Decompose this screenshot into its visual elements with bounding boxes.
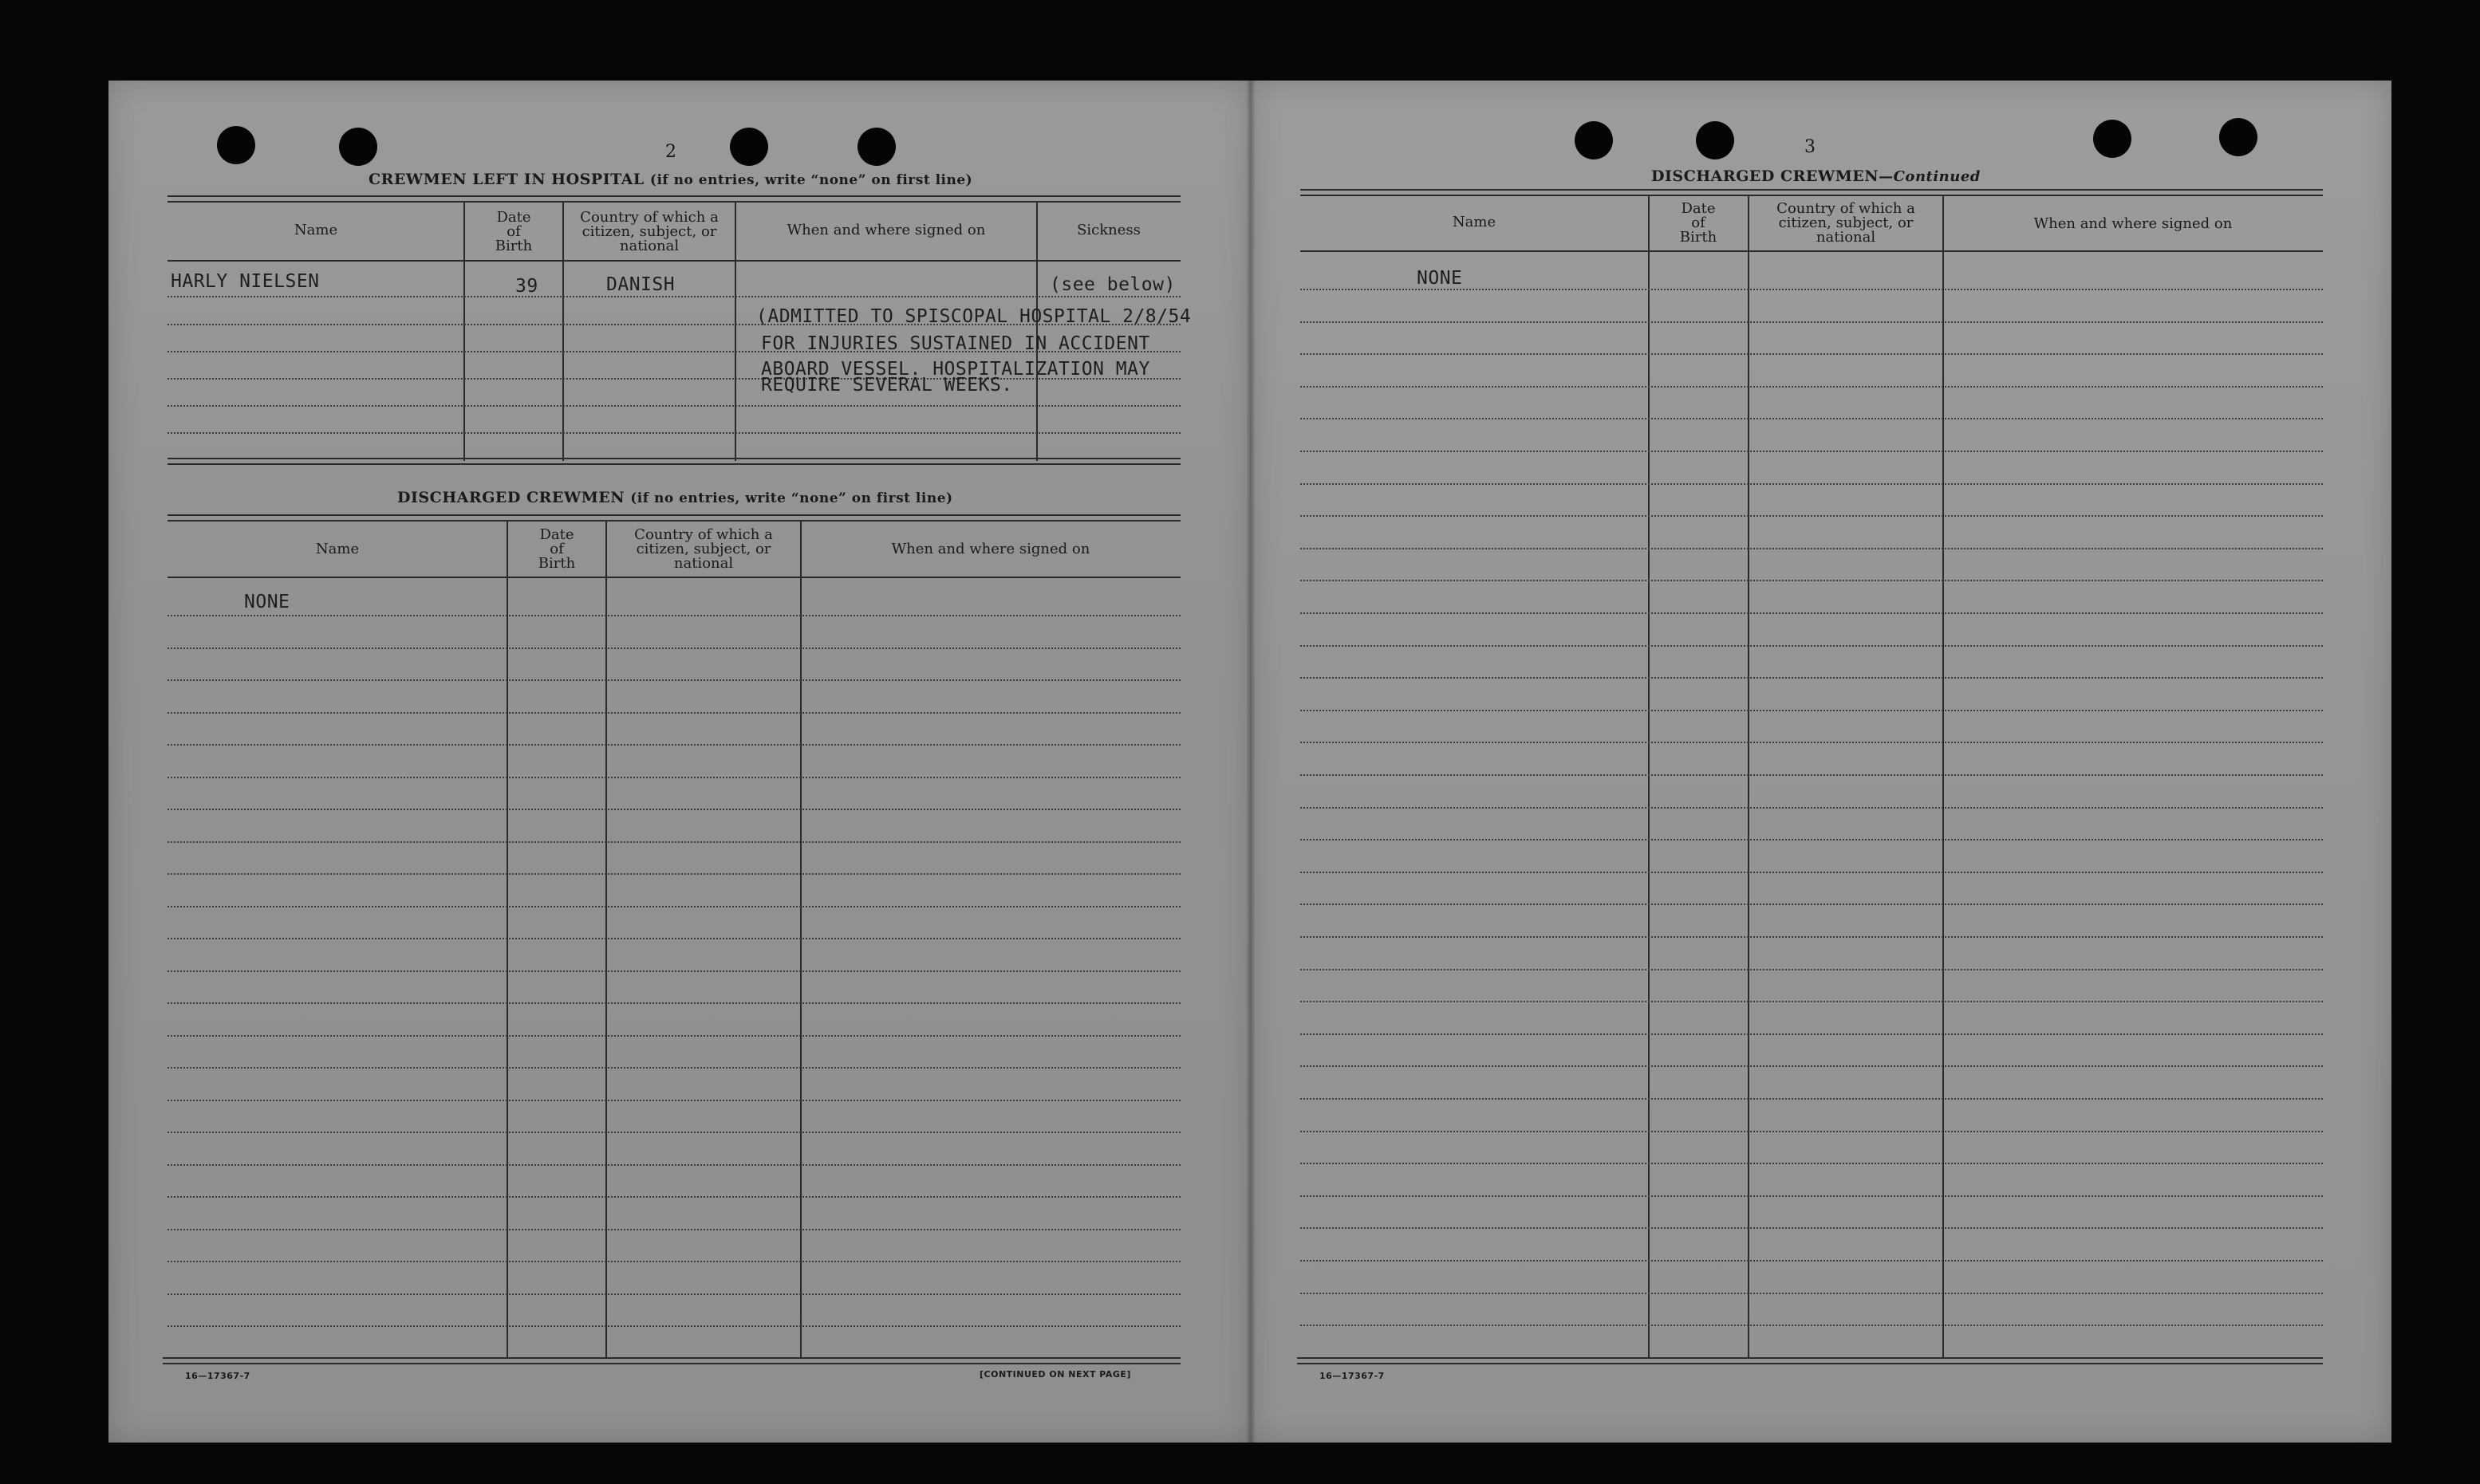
- row-line: [168, 970, 1181, 972]
- punch-hole: [217, 126, 255, 164]
- col-header-dob: Date of Birth: [1679, 200, 1717, 246]
- col-header-dob: Date of Birth: [538, 526, 576, 572]
- col-header-signed-on: When and where signed on: [891, 541, 1090, 557]
- row-line: [1300, 1163, 2323, 1164]
- hospital-entry-dob: 39: [515, 276, 538, 297]
- row-line: [168, 1100, 1181, 1101]
- row-line: [168, 1132, 1181, 1133]
- col-divider: [800, 520, 802, 1359]
- row-line: [1300, 1033, 2323, 1035]
- punch-hole: [858, 128, 896, 166]
- row-line: [1300, 1195, 2323, 1197]
- row-line: [1300, 774, 2323, 776]
- row-line: [168, 1293, 1181, 1295]
- row-line: [1300, 807, 2323, 809]
- col-divider: [1748, 195, 1749, 1359]
- col-header-country: Country of which a citizen, subject, or national: [1776, 200, 1915, 246]
- row-line: [168, 648, 1181, 649]
- row-line: [1300, 483, 2323, 485]
- row-line: [168, 1035, 1181, 1037]
- row-line: [1300, 677, 2323, 679]
- col-divider: [507, 520, 508, 1359]
- row-line: [1300, 548, 2323, 549]
- row-line: [168, 405, 1181, 407]
- hospital-table-top-rule: [168, 195, 1181, 203]
- col-divider: [735, 201, 736, 461]
- row-line: [1300, 418, 2323, 419]
- row-line: [1300, 353, 2323, 355]
- row-line: [1300, 321, 2323, 323]
- right-page-bottom-rule: [1297, 1357, 2323, 1364]
- col-divider: [1942, 195, 1944, 1359]
- row-line: [168, 744, 1181, 746]
- right-entry-none: NONE: [1417, 268, 1463, 289]
- hospital-title-note: (if no entries, write “none” on first line): [649, 172, 973, 188]
- col-header-country: Country of which a citizen, subject, or national: [580, 209, 719, 254]
- row-line: [168, 938, 1181, 939]
- row-line: [168, 1002, 1181, 1004]
- col-header-name: Name: [315, 541, 360, 557]
- punch-hole: [1575, 121, 1613, 159]
- row-line: [1300, 742, 2323, 743]
- row-line: [1300, 1001, 2323, 1002]
- row-line: [168, 1325, 1181, 1327]
- row-line: [168, 873, 1181, 875]
- punch-hole: [339, 128, 377, 166]
- row-line: [168, 615, 1181, 616]
- hospital-remark-line: ABOARD VESSEL. HOSPITALIZATION MAY: [761, 359, 1150, 380]
- row-line: [1300, 969, 2323, 970]
- hospital-entry-country: DANISH: [606, 274, 676, 295]
- hospital-section-title: [369, 171, 972, 188]
- row-line: [168, 841, 1181, 843]
- row-line: [1300, 289, 2323, 290]
- row-line: [168, 809, 1181, 810]
- col-header-dob: Date of Birth: [495, 209, 533, 254]
- punch-hole: [2093, 120, 2131, 158]
- row-line: [1300, 839, 2323, 840]
- row-line: [1300, 872, 2323, 873]
- punch-hole: [730, 128, 768, 166]
- hospital-header-rule: [168, 260, 1181, 262]
- left-page-bottom-rule: [163, 1357, 1181, 1364]
- page-number: 2: [665, 142, 676, 162]
- row-line: [1300, 645, 2323, 647]
- row-line: [168, 679, 1181, 681]
- hospital-remark-line: FOR INJURIES SUSTAINED IN ACCIDENT: [761, 333, 1150, 354]
- continued-label: —Continued: [1879, 168, 1981, 185]
- col-header-signed-on: When and where signed on: [787, 222, 986, 238]
- row-line: [1300, 451, 2323, 452]
- row-line: [1300, 1293, 2323, 1294]
- row-line: [1300, 1227, 2323, 1229]
- discharged-continued-title-text: DISCHARGED CREWMEN: [1651, 167, 1879, 185]
- row-line: [1300, 386, 2323, 388]
- row-line: [168, 1067, 1181, 1069]
- row-line: [168, 1196, 1181, 1198]
- row-line: [168, 432, 1181, 434]
- discharged-section-title: [397, 489, 953, 506]
- col-header-sickness: Sickness: [1077, 222, 1141, 238]
- form-number: 16—17367-7: [1319, 1371, 1385, 1381]
- hospital-remark-line: (ADMITTED TO SPISCOPAL HOSPITAL 2/8/54: [756, 306, 1192, 327]
- row-line: [1300, 710, 2323, 711]
- page-number: 3: [1804, 137, 1816, 157]
- col-header-country: Country of which a citizen, subject, or national: [634, 526, 773, 572]
- discharged-title-text: DISCHARGED CREWMEN: [397, 489, 625, 506]
- right-table-top-rule: [1300, 189, 2323, 196]
- discharged-table-top-rule: [168, 514, 1181, 522]
- hospital-title-text: CREWMEN LEFT IN HOSPITAL: [369, 171, 645, 188]
- row-line: [168, 906, 1181, 907]
- row-line: [168, 1164, 1181, 1166]
- row-line: [168, 777, 1181, 778]
- hospital-remark-line: REQUIRE SEVERAL WEEKS.: [761, 375, 1013, 396]
- row-line: [1300, 515, 2323, 517]
- hospital-table-bottom-rule: [168, 458, 1181, 465]
- col-header-name: Name: [1452, 214, 1496, 230]
- row-line: [1300, 1098, 2323, 1100]
- row-line: [1300, 1325, 2323, 1326]
- page-fold: [1246, 81, 1256, 1443]
- hospital-entry-sickness: (see below): [1050, 274, 1176, 295]
- row-line: [168, 712, 1181, 714]
- row-line: [1300, 1260, 2323, 1262]
- col-divider: [1036, 201, 1038, 461]
- discharged-entry-none: NONE: [244, 592, 290, 612]
- discharged-header-rule: [168, 577, 1181, 578]
- continued-note: [CONTINUED ON NEXT PAGE]: [980, 1369, 1131, 1380]
- row-line: [1300, 580, 2323, 581]
- discharged-continued-title: [1651, 167, 1981, 185]
- col-divider: [605, 520, 607, 1359]
- row-line: [1300, 1065, 2323, 1067]
- col-header-signed-on: When and where signed on: [2033, 215, 2233, 232]
- right-header-rule: [1300, 250, 2323, 252]
- row-line: [168, 1261, 1181, 1262]
- row-line: [1300, 1131, 2323, 1132]
- row-line: [168, 296, 1181, 297]
- col-header-name: Name: [294, 222, 338, 238]
- punch-hole: [2219, 118, 2257, 156]
- punch-hole: [1696, 121, 1734, 159]
- hospital-entry-name: HARLY NIELSEN: [171, 271, 320, 292]
- row-line: [1300, 612, 2323, 614]
- form-number: 16—17367-7: [185, 1371, 250, 1381]
- col-divider: [463, 201, 465, 461]
- row-line: [168, 1229, 1181, 1230]
- col-divider: [1648, 195, 1650, 1359]
- row-line: [1300, 903, 2323, 905]
- col-divider: [562, 201, 564, 461]
- discharged-title-note: (if no entries, write “none” on first line): [630, 490, 953, 506]
- row-line: [1300, 936, 2323, 938]
